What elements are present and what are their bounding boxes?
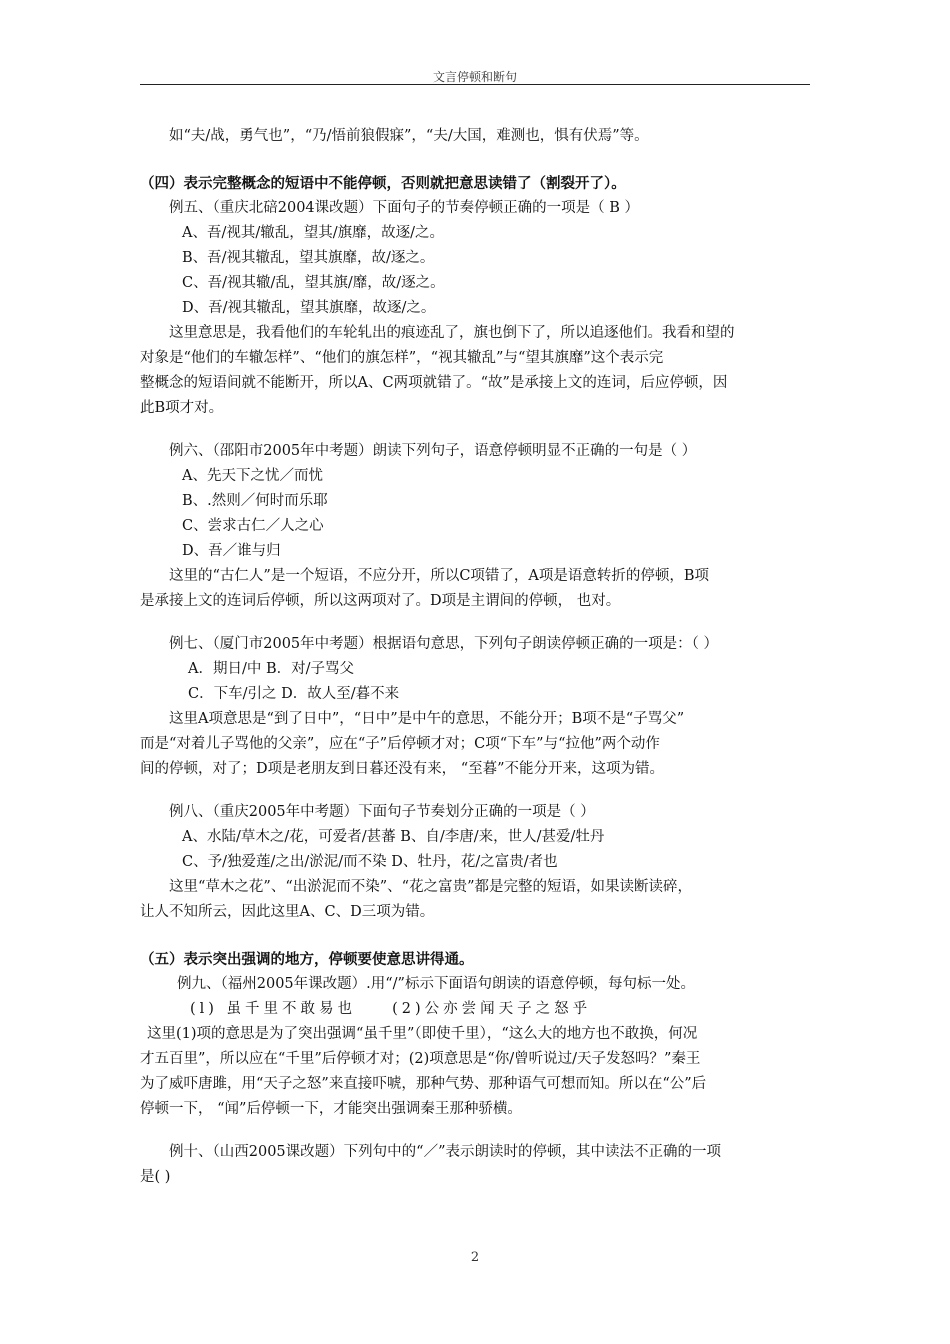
- example-9-items: [140, 997, 810, 1022]
- example-5-option-b: B、吾/视其辙乱，望其旗靡，故/逐之。: [182, 250, 435, 266]
- example-7-explanation-1: 这里A项意思是“到了日中”，“日中”是中午的意思，不能分开；B项不是“子骂父”: [169, 711, 685, 727]
- example-5-explanation-4: 此B项才对。: [140, 400, 224, 416]
- example-6-question: 例六、（邵阳市2005年中考题）朗读下列句子，语意停顿明显不正确的一句是（ ）: [169, 443, 697, 459]
- example-5-option-c: C、吾/视其辙/乱，望其旗/靡，故/逐之。: [182, 275, 445, 291]
- example-6-explanation-1: 这里的“古仁人”是一个短语，不应分开，所以C项错了，A项是语意转折的停顿，B项: [169, 568, 710, 584]
- example-7-question: 例七、（厦门市2005年中考题）根据语句意思，下列句子朗读停顿正确的一项是：（ ）: [169, 636, 719, 652]
- example-10-question-2: 是( ): [140, 1169, 171, 1185]
- document-body: [140, 124, 810, 1190]
- example-9-question: 例九、（福州2005年课改题）.用“/”标示下面语句朗读的语意停顿，每句标一处。: [177, 976, 695, 992]
- example-5-question: 例五、（重庆北碚2004课改题）下面句子的节奏停顿正确的一项是（ B ）: [169, 200, 640, 216]
- example-8-options-ab: A、水陆/草木之/花，可爱者/甚蕃 B、自/李唐/来，世人/甚爱/牡丹: [182, 829, 605, 845]
- page-number: 2: [470, 1250, 480, 1265]
- example-9-explanation-1: 这里(1)项的意思是为了突出强调“虽千里”（即使千里），“这么大的地方也不敢换，何况: [147, 1026, 698, 1042]
- example-6-option-c: C、尝求古仁／人之心: [182, 518, 324, 534]
- example-8-question: 例八、（重庆2005年中考题）下面句子节奏划分正确的一项是（ ）: [169, 804, 595, 820]
- example-6-option-a: A、先天下之忧／而忧: [182, 468, 323, 484]
- example-5-option-d: D、吾/视其辙乱，望其旗靡，故逐/之。: [182, 300, 436, 316]
- example-6-explanation-2: 是承接上文的连词后停顿，所以这两项对了。D项是主谓间的停顿， 也对。: [140, 593, 621, 609]
- example-7-explanation-2: 而是“对着儿子骂他的父亲”，应在“子”后停顿才对；C项“下车”与“拉他”两个动作: [140, 736, 660, 752]
- example-9-explanation-3: 为了威吓唐雎，用“天子之怒”来直接吓唬，那种气势、那种语气可想而知。所以在“公”后: [140, 1076, 707, 1092]
- page-header: 文言停顿和断句: [432, 70, 517, 84]
- example-5-explanation-1: 这里意思是，我看他们的车轮轧出的痕迹乱了，旗也倒下了，所以追逐他们。我看和望的: [169, 325, 735, 341]
- example-5-explanation-2: 对象是“他们的车辙怎样”、“他们的旗怎样”，“视其辙乱”与“望其旗靡”这个表示完: [140, 350, 664, 366]
- example-9-item-1: (l) 虽千里不敢易也: [190, 1001, 357, 1017]
- example-7-explanation-3: 间的停顿，对了；D项是老朋友到日暮还没有来， “至暮”不能分开来，这项为错。: [140, 761, 665, 777]
- example-6-option-b: B、.然则／何时而乐耶: [182, 493, 328, 509]
- example-8-explanation-2: 让人不知所云，因此这里A、C、D三项为错。: [140, 904, 435, 920]
- example-9-explanation-2: 才五百里”，所以应在“千里”后停顿才对；(2)项意思是“你/曾听说过/天子发怒吗？”秦王: [140, 1051, 701, 1067]
- example-7-options-ab: A．期日/中 B．对/子骂父: [188, 661, 355, 677]
- example-8-options-cd: C、予/独爱莲/之出/淤泥/而不染 D、牡丹，花/之富贵/者也: [182, 854, 558, 870]
- section-4-title: （四）表示完整概念的短语中不能停顿，否则就把意思读错了（割裂开了）。: [140, 175, 626, 192]
- header-rule: [140, 84, 810, 85]
- example-5-option-a: A、吾/视其/辙乱，望其/旗靡，故逐/之。: [182, 225, 445, 241]
- intro-line: 如“夫/战，勇气也”，“乃/悟前狼假寐”，“夫/大国，难测也，惧有伏焉”等。: [169, 128, 649, 144]
- example-10-question-1: 例十、（山西2005课改题）下列句中的“／”表示朗读时的停顿，其中读法不正确的一项: [169, 1144, 721, 1160]
- section-5-title: （五）表示突出强调的地方，停顿要使意思讲得通。: [140, 951, 474, 968]
- example-7-options-cd: C．下车/引之 D．故人至/暮不来: [188, 686, 400, 702]
- example-6-option-d: D、吾／谁与归: [182, 543, 281, 559]
- example-9-item-2: (2)公亦尝闻天子之怒乎: [392, 1001, 592, 1017]
- example-8-explanation-1: 这里“草木之花”、“出淤泥而不染”、“花之富贵”都是完整的短语，如果读断读碎，: [169, 879, 692, 895]
- example-9-explanation-4: 停顿一下， “闻”后停顿一下，才能突出强调秦王那种骄横。: [140, 1101, 522, 1117]
- example-5-explanation-3: 整概念的短语间就不能断开，所以A、C两项就错了。“故”是承接上文的连词，后应停顿，因: [140, 375, 728, 391]
